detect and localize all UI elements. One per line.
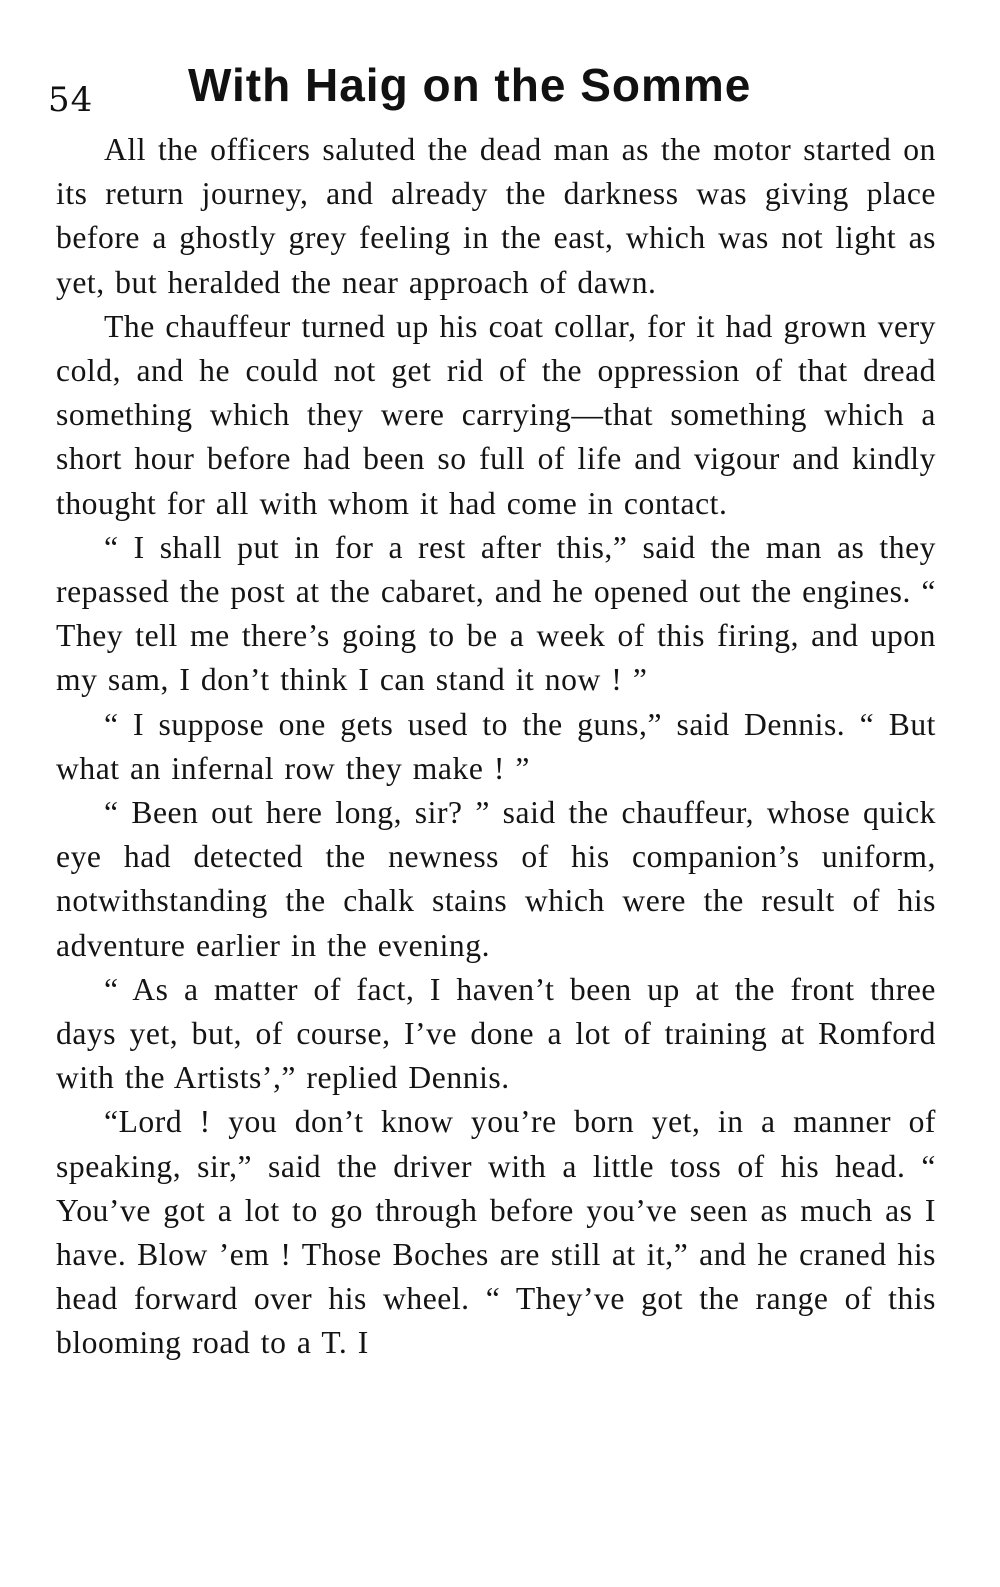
paragraph-7: “Lord ! you don’t know you’re born yet, in a manner of speaking, sir,” said the driver with a little toss of his head. “ You’ve got a lot to go through before you’ve seen as much as I have. Blow ’em ! Those Boches are still at it,” and he craned his head forward over his wheel. “ They’ve got the range of this blooming road to a T. I	[56, 1104, 936, 1361]
page-number: 54	[48, 80, 94, 120]
running-title: With Haig on the Somme	[188, 59, 752, 111]
paragraph-2: The chauffeur turned up his coat collar, for it had grown very cold, and he could not get rid of the oppression of that dread something which they were carrying—that something which a short hour before had been so full of life and vigour and kindly thought for all with whom it had come in contact.	[56, 308, 936, 521]
paragraph-3: “ I shall put in for a rest after this,” said the man as they repassed the post at the cabaret, and he opened out the engines. “ They tell me there’s going to be a week of this firing, and upon my sam, I don’t think I can stand it now ! ”	[56, 529, 936, 698]
paragraph-1: All the officers saluted the dead man as the motor started on its return journey, and already the darkness was giving place before a ghostly grey feeling in the east, which was not light as yet, but heralded the near approach of dawn.	[56, 132, 936, 300]
page-header	[48, 58, 948, 118]
paragraph-6: “ As a matter of fact, I haven’t been up at the front three days yet, but, of course, I’ve done a lot of training at Romford with the Artists’,” replied Dennis.	[56, 971, 936, 1096]
body-text	[56, 128, 936, 1366]
paragraph-5: “ Been out here long, sir? ” said the chauffeur, whose quick eye had detected the newness of his companion’s uniform, notwithstanding the chalk stains which were the result of his adventure earlier in the evening.	[56, 795, 936, 963]
paragraph-4: “ I suppose one gets used to the guns,” said Dennis. “ But what an infernal row they make ! ”	[56, 706, 936, 786]
